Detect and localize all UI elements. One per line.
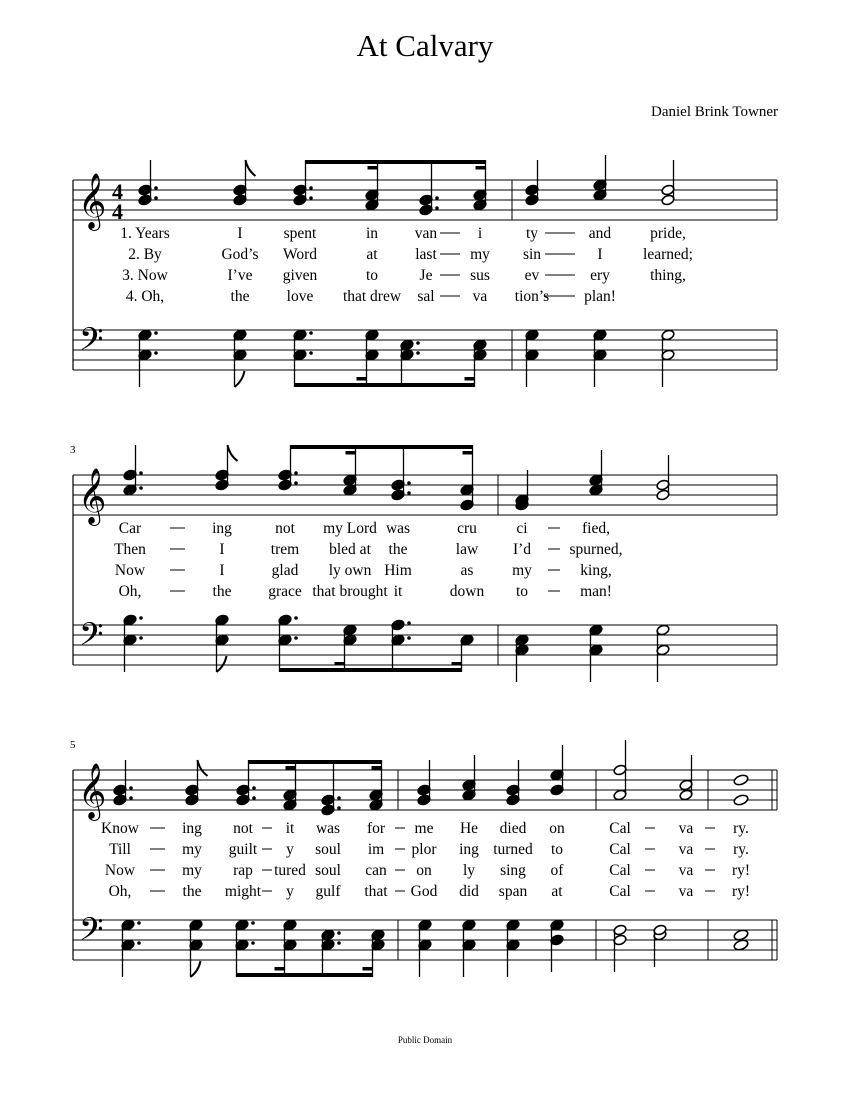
sixteenth-beam xyxy=(335,662,345,666)
lyric-syllable: sus xyxy=(470,267,490,284)
lyric-syllable: grace xyxy=(268,583,302,600)
dot xyxy=(309,331,313,335)
dot xyxy=(294,471,298,475)
lyric-syllable: Cal xyxy=(609,862,631,879)
dot xyxy=(416,341,420,345)
beam xyxy=(295,383,475,387)
lyric-syllable: might xyxy=(224,883,262,900)
dot xyxy=(154,196,158,200)
lyric-syllable: of xyxy=(550,862,564,879)
lyric-syllable: soul xyxy=(315,862,341,879)
lyric-syllable: I’ve xyxy=(227,267,253,284)
dot xyxy=(435,206,439,210)
lyric-syllable: cru xyxy=(457,520,477,537)
lyric-syllable: tured xyxy=(274,862,306,879)
lyric-syllable: ery xyxy=(590,267,610,284)
lyric-syllable: pride, xyxy=(650,225,686,242)
lyric-syllable: I xyxy=(237,225,243,242)
beam xyxy=(306,160,486,164)
lyric-syllable: to xyxy=(550,841,564,858)
beam xyxy=(237,973,373,977)
lyric-syllable: tion’s xyxy=(514,288,550,305)
treble-clef-icon: 𝄞 xyxy=(78,470,107,523)
lyric-syllable: given xyxy=(282,267,318,284)
sixteenth-beam xyxy=(476,166,486,170)
lyric-syllable: my xyxy=(182,841,202,858)
lyric-syllable: it xyxy=(285,820,295,837)
flag xyxy=(217,656,227,672)
lyric-syllable: i xyxy=(477,225,483,242)
flag xyxy=(246,160,256,176)
dot xyxy=(139,636,143,640)
dot xyxy=(137,941,141,945)
dot xyxy=(252,786,256,790)
dot xyxy=(294,481,298,485)
lyric-syllable: the xyxy=(388,541,408,558)
dot xyxy=(129,786,133,790)
dot xyxy=(407,491,411,495)
dot xyxy=(309,351,313,355)
lyric-syllable: va xyxy=(678,841,694,858)
lyric-syllable: turned xyxy=(493,841,533,858)
lyric-syllable: king, xyxy=(580,562,612,579)
lyric-syllable: to xyxy=(365,267,379,284)
lyric-syllable: ry! xyxy=(731,862,751,879)
beam xyxy=(291,445,473,449)
lyric-syllable: plor xyxy=(411,841,437,858)
beam xyxy=(280,668,462,672)
lyric-syllable: trem xyxy=(270,541,300,558)
dot xyxy=(294,616,298,620)
time-signature-top: 4 xyxy=(112,179,123,204)
lyric-syllable: span xyxy=(498,883,528,900)
lyric-syllable: Oh, xyxy=(108,883,132,900)
lyric-syllable: law xyxy=(455,541,479,558)
lyric-syllable: I’d xyxy=(512,541,532,558)
lyric-syllable: ry. xyxy=(733,841,749,858)
lyric-syllable: spurned, xyxy=(569,541,623,558)
lyric-syllable: He xyxy=(459,820,479,837)
lyric-syllable: me xyxy=(414,820,434,837)
lyric-syllable: va xyxy=(472,288,488,305)
lyric-syllable: ry! xyxy=(731,883,751,900)
sixteenth-beam xyxy=(346,451,356,455)
lyric-syllable: not xyxy=(233,820,253,837)
lyric-syllable: thing, xyxy=(650,267,686,284)
flag xyxy=(235,371,245,387)
notehead xyxy=(733,774,749,787)
lyric-syllable: love xyxy=(286,288,314,305)
lyric-syllable: ly xyxy=(462,862,476,879)
flag xyxy=(228,445,238,461)
lyric-syllable: man! xyxy=(580,583,612,600)
lyric-syllable: the xyxy=(182,883,202,900)
lyric-syllable: ing xyxy=(459,841,479,858)
lyric-syllable: that brought xyxy=(312,583,388,600)
dot xyxy=(129,796,133,800)
lyric-syllable: to xyxy=(515,583,529,600)
lyric-syllable: ty xyxy=(525,225,539,242)
dot xyxy=(407,636,411,640)
dot xyxy=(154,331,158,335)
lyric-syllable: rap xyxy=(233,862,253,879)
flag xyxy=(198,760,208,776)
dot xyxy=(416,351,420,355)
time-signature-bottom: 4 xyxy=(112,199,123,224)
lyric-syllable: was xyxy=(385,520,411,537)
lyric-syllable: at xyxy=(551,883,563,900)
lyric-syllable: Know xyxy=(101,820,139,837)
copyright-footer: Public Domain xyxy=(397,1035,453,1045)
lyric-syllable: the xyxy=(212,583,232,600)
lyric-syllable: bled at xyxy=(329,541,371,558)
lyric-syllable: plan! xyxy=(584,288,616,305)
dot xyxy=(309,196,313,200)
lyric-syllable: sin xyxy=(522,246,542,263)
lyric-syllable: Then xyxy=(114,541,146,558)
lyric-syllable: died xyxy=(499,820,527,837)
lyric-syllable: ly own xyxy=(328,562,372,579)
lyric-syllable: for xyxy=(366,820,386,837)
lyric-syllable: I xyxy=(219,541,225,558)
lyric-syllable: sing xyxy=(500,862,526,879)
lyric-syllable: 1. Years xyxy=(120,225,170,242)
sixteenth-beam xyxy=(372,766,382,770)
lyric-syllable: learned; xyxy=(643,246,693,263)
lyric-syllable: I xyxy=(597,246,603,263)
beam xyxy=(249,760,382,764)
measure-number: 5 xyxy=(70,739,76,751)
lyric-syllable: my xyxy=(470,246,490,263)
bass-clef-icon: 𝄢 xyxy=(79,913,104,955)
notehead xyxy=(733,794,749,807)
lyric-syllable: Car xyxy=(118,520,142,537)
treble-clef-icon: 𝄞 xyxy=(78,175,107,228)
sixteenth-beam xyxy=(275,967,285,971)
lyric-syllable: did xyxy=(459,883,479,900)
lyric-syllable: 2. By xyxy=(128,246,162,263)
lyric-syllable: Him xyxy=(384,562,412,579)
dot xyxy=(435,196,439,200)
lyric-syllable: ing xyxy=(182,820,202,837)
lyric-syllable: my Lord xyxy=(323,520,377,537)
lyric-syllable: van xyxy=(414,225,438,242)
lyric-syllable: soul xyxy=(315,841,341,858)
lyric-syllable: at xyxy=(366,246,378,263)
measure-number: 3 xyxy=(70,444,76,456)
lyric-syllable: im xyxy=(367,841,385,858)
dot xyxy=(337,931,341,935)
lyric-syllable: guilt xyxy=(228,841,258,858)
dot xyxy=(139,471,143,475)
lyric-syllable: gulf xyxy=(315,883,341,900)
lyric-syllable: can xyxy=(365,862,387,879)
dot xyxy=(251,921,255,925)
lyric-syllable: ci xyxy=(516,520,528,537)
sixteenth-beam xyxy=(452,662,462,666)
song-title: At Calvary xyxy=(356,28,494,63)
lyric-syllable: y xyxy=(286,841,294,858)
lyric-syllable: that xyxy=(364,883,388,900)
lyric-syllable: was xyxy=(315,820,341,837)
lyric-syllable: va xyxy=(678,820,694,837)
lyric-syllable: that drew xyxy=(342,288,402,305)
lyric-syllable: y xyxy=(286,883,294,900)
lyric-syllable: the xyxy=(230,288,250,305)
lyric-syllable: va xyxy=(678,862,694,879)
dot xyxy=(137,921,141,925)
lyric-syllable: va xyxy=(678,883,694,900)
lyric-syllable: as xyxy=(460,562,474,579)
dot xyxy=(139,486,143,490)
lyric-syllable: I xyxy=(219,562,225,579)
dot xyxy=(407,481,411,485)
sixteenth-beam xyxy=(465,377,475,381)
lyric-syllable: down xyxy=(449,583,485,600)
dot xyxy=(154,186,158,190)
lyric-syllable: sal xyxy=(417,288,435,305)
lyric-syllable: ing xyxy=(212,520,232,537)
composer-credit: Daniel Brink Towner xyxy=(651,104,778,120)
lyric-syllable: God’s xyxy=(221,246,259,263)
dot xyxy=(154,351,158,355)
lyric-syllable: glad xyxy=(271,562,299,579)
lyric-syllable: Cal xyxy=(609,883,631,900)
flag xyxy=(191,961,201,977)
lyric-syllable: my xyxy=(182,862,202,879)
lyric-syllable: fied, xyxy=(582,520,610,537)
lyric-syllable: Je xyxy=(419,267,433,284)
lyric-syllable: Word xyxy=(282,246,318,263)
dot xyxy=(251,941,255,945)
dot xyxy=(139,616,143,620)
lyric-syllable: Cal xyxy=(609,820,631,837)
lyric-syllable: on xyxy=(549,820,565,837)
lyric-syllable: on xyxy=(416,862,432,879)
notehead xyxy=(733,929,749,942)
treble-clef-icon: 𝄞 xyxy=(78,765,107,818)
lyric-syllable: it xyxy=(393,583,403,600)
lyric-syllable: 3. Now xyxy=(122,267,168,284)
dot xyxy=(337,806,341,810)
lyric-syllable: God xyxy=(410,883,438,900)
dot xyxy=(294,636,298,640)
dot xyxy=(337,796,341,800)
lyric-syllable: ry. xyxy=(733,820,749,837)
sixteenth-beam xyxy=(357,377,367,381)
lyric-syllable: Cal xyxy=(609,841,631,858)
lyric-syllable: Till xyxy=(109,841,131,858)
lyric-syllable: Oh, xyxy=(118,583,142,600)
sixteenth-beam xyxy=(368,166,378,170)
sixteenth-beam xyxy=(286,766,296,770)
bass-clef-icon: 𝄢 xyxy=(79,618,104,660)
lyric-syllable: not xyxy=(275,520,295,537)
lyric-syllable: 4. Oh, xyxy=(125,288,165,305)
lyric-syllable: Now xyxy=(104,862,136,879)
sixteenth-beam xyxy=(463,451,473,455)
bass-clef-icon: 𝄢 xyxy=(79,323,104,365)
dot xyxy=(407,621,411,625)
lyric-syllable: Now xyxy=(114,562,146,579)
dot xyxy=(252,796,256,800)
lyric-syllable: my xyxy=(512,562,532,579)
sixteenth-beam xyxy=(363,967,373,971)
lyric-syllable: and xyxy=(588,225,612,242)
dot xyxy=(309,186,313,190)
dot xyxy=(337,941,341,945)
lyric-syllable: last xyxy=(415,246,437,263)
lyric-syllable: in xyxy=(365,225,379,242)
lyric-syllable: spent xyxy=(283,225,317,242)
notehead xyxy=(733,939,749,952)
lyric-syllable: ev xyxy=(524,267,540,284)
